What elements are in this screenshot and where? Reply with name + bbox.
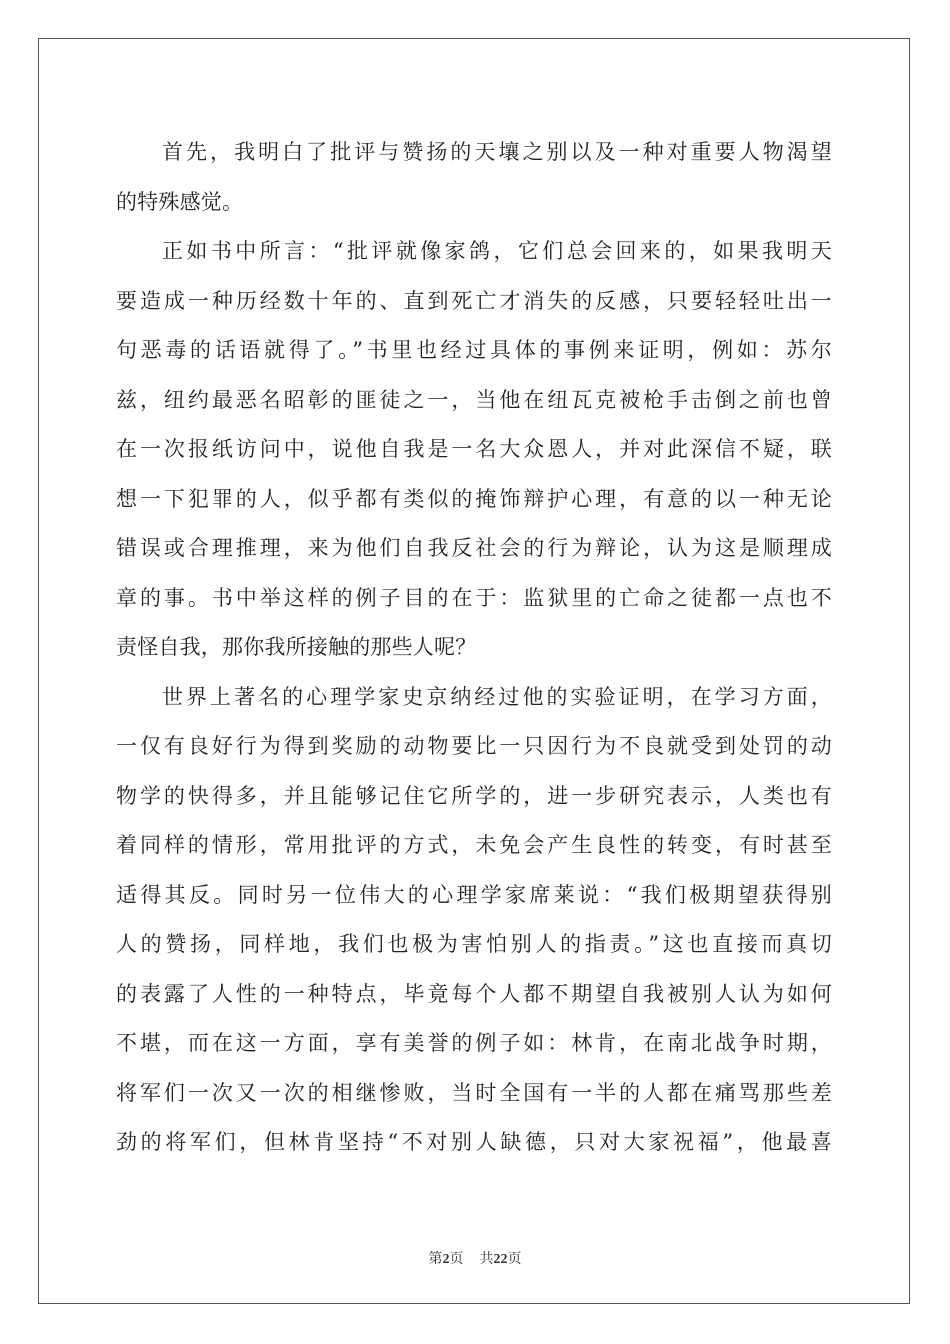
text-line: 不堪，而在这一方面，享有美誉的例子如：林肯，在南北战争时期， xyxy=(116,1031,832,1055)
total-suffix: 页 xyxy=(507,1252,522,1267)
text-line: 想一下犯罪的人，似乎都有类似的掩饰辩护心理，有意的以一种无论 xyxy=(116,486,832,511)
text-line: 兹，纽约最恶名昭彰的匪徒之一，当他在纽瓦克被枪手击倒之前也曾 xyxy=(116,387,832,412)
document-body xyxy=(116,128,832,1168)
text-line: 适得其反。同时另一位伟大的心理学家席莱说：“我们极期望获得别 xyxy=(116,882,832,907)
text-line: 要造成一种历经数十年的、直到死亡才消失的反感，只要轻轻吐出一 xyxy=(116,288,832,313)
text-line: 物学的快得多，并且能够记住它所学的，进一步研究表示，人类也有 xyxy=(116,783,832,808)
text-line: 首先，我明白了批评与赞扬的天壤之别以及一种对重要人物渴望 xyxy=(162,140,832,164)
page-suffix: 页 xyxy=(449,1252,464,1267)
page-footer xyxy=(0,1248,950,1268)
text-line: 句恶毒的话语就得了。”书里也经过具体的事例来证明，例如：苏尔 xyxy=(116,338,832,362)
text-line: 的表露了人性的一种特点，毕竟每个人都不期望自我被别人认为如何 xyxy=(116,981,832,1006)
text-line: 劲的将军们，但林肯坚持“不对别人缺德，只对大家祝福”，他最喜 xyxy=(116,1130,832,1154)
text-line: 责怪自我，那你我所接触的那些人呢？ xyxy=(116,635,477,659)
text-line: 正如书中所言：“批评就像家鸽，它们总会回来的，如果我明天 xyxy=(162,239,832,263)
text-line: 章的事。书中举这样的例子目的在于：监狱里的亡命之徒都一点也不 xyxy=(116,585,832,610)
text-line: 世界上著名的心理学家史京纳经过他的实验证明，在学习方面， xyxy=(162,684,832,709)
total-prefix: 共 xyxy=(479,1252,494,1267)
text-line: 将军们一次又一次的相继惨败，当时全国有一半的人都在痛骂那些差 xyxy=(116,1080,832,1105)
text-line: 的特殊感觉。 xyxy=(116,189,244,214)
text-line: 错误或合理推理，来为他们自我反社会的行为辩论，认为这是顺理成 xyxy=(116,536,832,560)
text-line: 着同样的情形，常用批评的方式，未免会产生良性的转变，有时甚至 xyxy=(116,833,832,857)
text-line: 人的赞扬，同样地，我们也极为害怕别人的指责。”这也直接而真切 xyxy=(116,932,832,956)
text-line: 在一次报纸访问中，说他自我是一名大众恩人，并对此深信不疑，联 xyxy=(116,437,832,461)
text-line: 一仅有良好行为得到奖励的动物要比一只因行为不良就受到处罚的动 xyxy=(116,734,832,758)
page-prefix: 第 xyxy=(428,1252,443,1267)
total-pages: 22 xyxy=(493,1252,508,1267)
page-number: 2 xyxy=(442,1252,450,1267)
